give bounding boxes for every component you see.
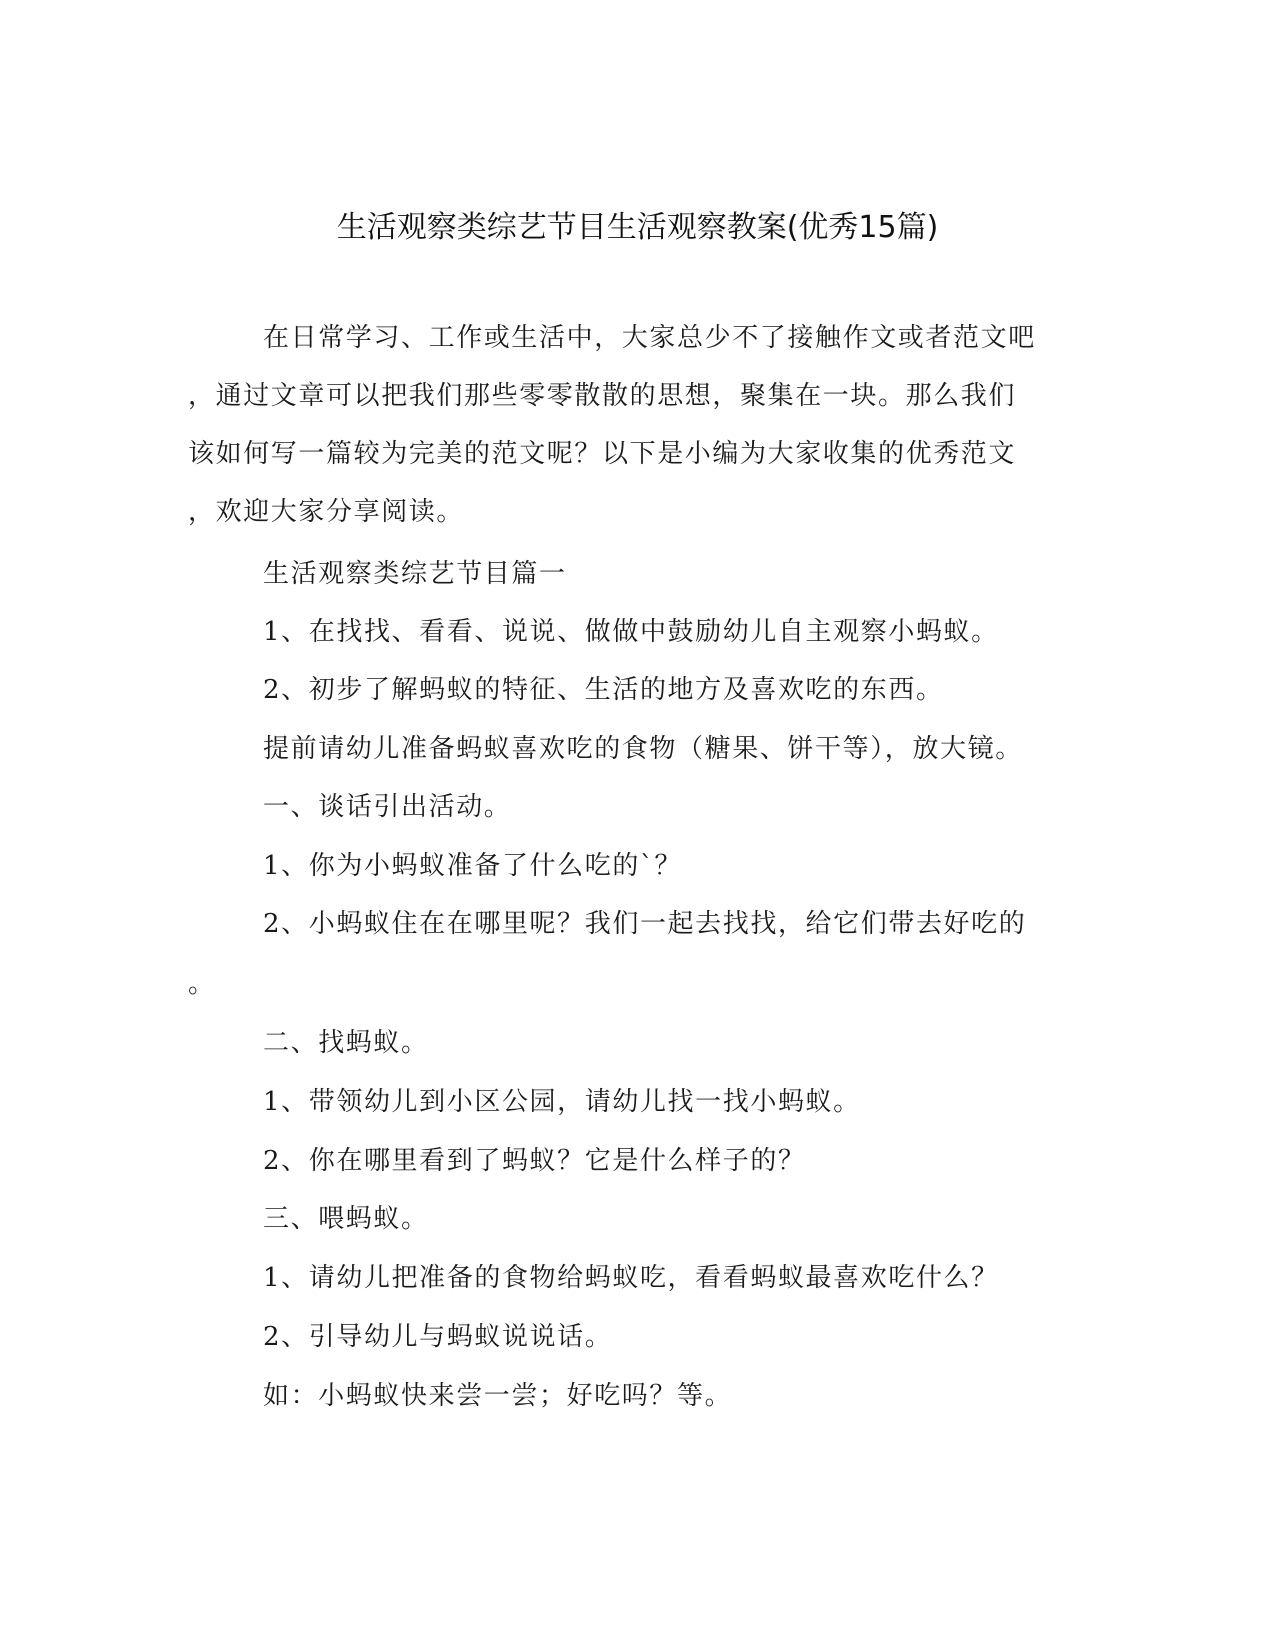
list-item: 2、引导幼儿与蚂蚁说说话。 [263,1322,613,1352]
section-heading: 三、喂蚂蚁。 [263,1204,429,1234]
paragraph-line: 提前请幼儿准备蚂蚁喜欢吃的食物（糖果、饼干等），放大镜。 [263,734,1023,764]
list-item: 2、你在哪里看到了蚂蚁？它是什么样子的？ [263,1146,806,1176]
paragraph-line: 在日常学习、工作或生活中，大家总少不了接触作文或者范文吧 [263,323,1036,353]
paragraph-line: ，欢迎大家分享阅读。 [188,497,465,527]
section-heading: 生活观察类综艺节目篇一 [263,559,567,589]
section-heading: 二、找蚂蚁。 [263,1028,429,1058]
list-item: 2、初步了解蚂蚁的特征、生活的地方及喜欢吃的东西。 [263,675,944,705]
list-item: 1、请幼儿把准备的食物给蚂蚁吃，看看蚂蚁最喜欢吃什么？ [263,1263,999,1293]
paragraph-line: 该如何写一篇较为完美的范文呢？以下是小编为大家收集的优秀范文 [188,439,1017,469]
list-item: 1、你为小蚂蚁准备了什么吃的`？ [263,851,683,881]
list-item: 1、在找找、看看、说说、做做中鼓励幼儿自主观察小蚂蚁。 [263,617,999,647]
paragraph-line: ，通过文章可以把我们那些零零散散的思想，聚集在一块。那么我们 [188,381,1017,411]
section-heading: 一、谈话引出活动。 [263,792,512,822]
paragraph-line: 。 [188,969,216,999]
list-item: 2、小蚂蚁住在在哪里呢？我们一起去找找，给它们带去好吃的 [263,909,1027,939]
paragraph-line: 如：小蚂蚁快来尝一尝；好吃吗？等。 [263,1381,733,1411]
document-title: 生活观察类综艺节目生活观察教案(优秀15篇) [336,210,939,245]
list-item: 1、带领幼儿到小区公园，请幼儿找一找小蚂蚁。 [263,1087,861,1117]
